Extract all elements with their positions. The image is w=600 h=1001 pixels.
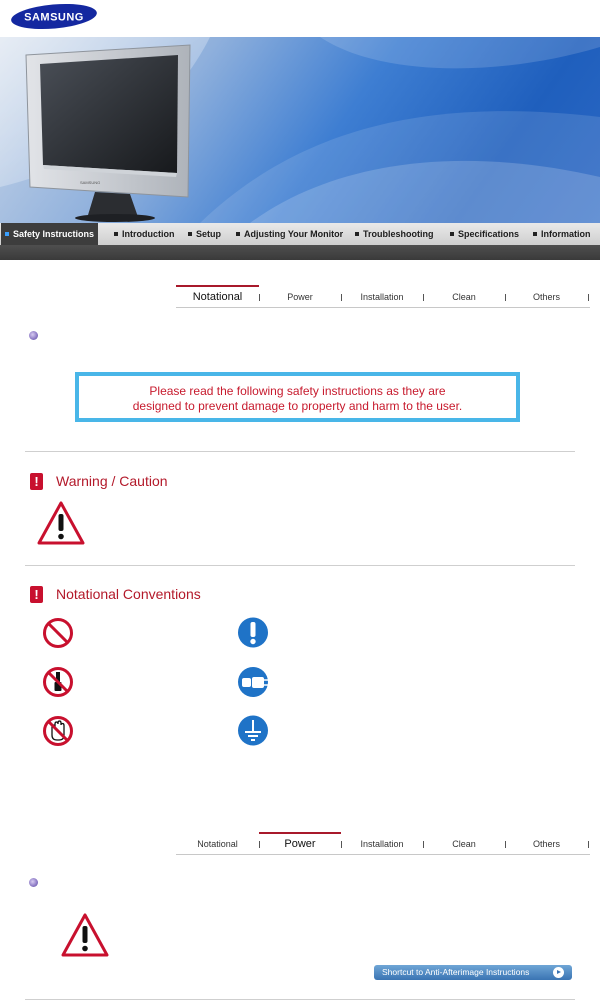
exclamation-icon: ! [30,473,43,490]
samsung-logo[interactable] [10,3,98,30]
section-divider [25,999,575,1000]
safety-notice-box [75,372,520,422]
bullet-icon [29,878,38,887]
notice-line-2: designed to prevent damage to property and harm to the user. [132,399,463,413]
tab-others[interactable]: Others [532,292,560,302]
nav-label: Setup [196,229,222,239]
tab-notational[interactable]: Notational [197,839,238,849]
do-not-disassemble-icon [42,666,74,698]
tab-others[interactable]: Others [532,839,560,849]
section-divider [25,451,575,452]
nav-bullet-icon [188,232,192,236]
tab-separator [588,294,589,301]
tab-power[interactable]: Power [259,832,341,854]
nav-bullet-icon [236,232,240,236]
anti-afterimage-shortcut-button[interactable] [374,965,572,980]
nav-label: Information [541,229,591,239]
tab-clean[interactable]: Clean [452,292,476,302]
shortcut-label: Shortcut to Anti-Afterimage Instructions [382,967,530,977]
nav-bullet-icon [355,232,359,236]
nav-item-specifications[interactable] [450,223,519,245]
nav-label: Troubleshooting [363,229,434,239]
nav-item-information[interactable] [533,223,591,245]
tab-installation[interactable]: Installation [360,839,404,849]
banner-art [0,37,600,223]
nav-bullet-icon [114,232,118,236]
nav-item-troubleshooting[interactable] [355,223,434,245]
warning-triangle-icon [36,500,86,546]
monitor-illustration [26,45,190,222]
arrow-right-icon [553,967,564,978]
logo-text: SAMSUNG [24,11,84,24]
header-bar [0,0,600,37]
prohibited-icon [42,617,74,649]
nav-label: Introduction [122,229,175,239]
subtabs-divider [176,854,590,855]
hero-banner [0,37,600,223]
main-nav [0,223,600,246]
tab-notational[interactable]: Notational [176,285,259,307]
tab-power[interactable]: Power [287,292,313,302]
subtabs-top [176,287,590,309]
nav-bullet-icon [450,232,454,236]
notational-conventions-heading: Notational Conventions [56,586,201,602]
nav-label: Specifications [458,229,520,239]
nav-label: Safety Instructions [13,229,95,239]
subtabs-divider [176,307,590,308]
nav-bullet-icon [533,232,537,236]
nav-label: Adjusting Your Monitor [244,229,344,239]
tab-separator [588,841,589,848]
mandatory-icon [237,616,269,649]
tab-clean[interactable]: Clean [452,839,476,849]
nav-item-safety-instructions[interactable] [1,223,98,245]
monitor-brand-text: SAMSUNG [80,180,101,185]
nav-subbar [0,245,600,260]
section-divider [25,565,575,566]
notice-line-1: Please read the following safety instructions as they are [149,384,446,398]
tab-installation[interactable]: Installation [360,292,404,302]
unplug-icon [237,666,269,698]
warning-triangle-icon [60,912,110,958]
nav-item-adjusting-your-monitor[interactable] [236,223,343,245]
exclamation-icon: ! [30,586,43,603]
nav-bullet-icon [5,232,9,236]
ground-icon [237,714,269,747]
subtabs-bottom [176,834,590,856]
do-not-touch-icon [42,715,74,747]
nav-item-setup[interactable] [188,223,221,245]
bullet-icon [29,331,38,340]
warning-caution-heading: Warning / Caution [56,473,168,489]
nav-item-introduction[interactable] [114,223,175,245]
